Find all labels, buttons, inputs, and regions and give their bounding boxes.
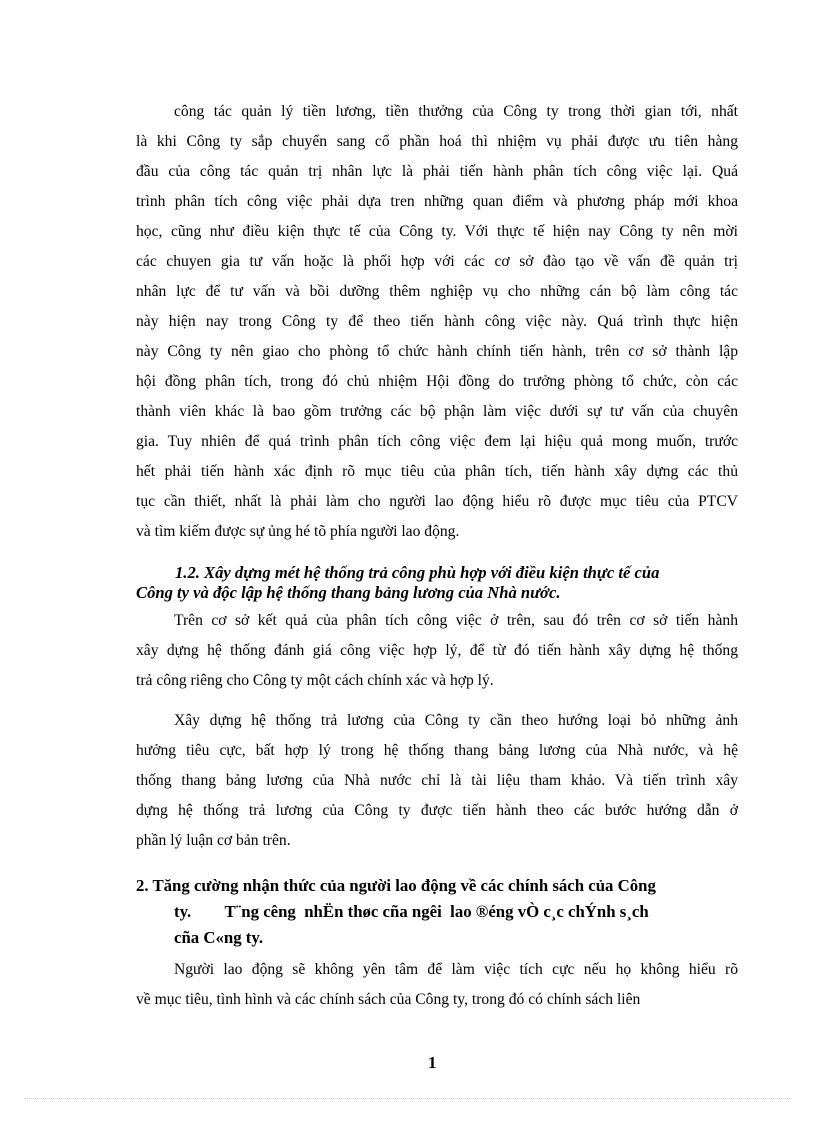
paragraph-line: xây dựng hệ thống đánh giá công việc hợp lý, để từ đó tiến hành xây dựng hệ thống [136, 642, 738, 659]
paragraph-line: tục cần thiết, nhất là phải làm cho người lao động hiểu rõ được mục tiêu của PTCV [136, 493, 738, 510]
paragraph-line: công tác quản lý tiền lương, tiền thưởng của Công ty trong thời gian tới, nhất [174, 103, 738, 120]
paragraph-line: học, cũng như điều kiện thực tế của Công ty. Với thực tế hiện nay Công ty nên mời [136, 223, 738, 240]
paragraph-line: là khi Công ty sắp chuyển sang cổ phần hoá thì nhiệm vụ phải được ưu tiên hàng [136, 133, 738, 150]
paragraph-line: Người lao động sẽ không yên tâm để làm việc tích cực nếu họ không hiểu rõ [174, 961, 738, 978]
page-bottom-divider [24, 1098, 792, 1099]
page-number: 1 [428, 1053, 437, 1072]
paragraph-line: này Công ty nên giao cho phòng tổ chức hành chính tiến hành, trên cơ sở thành lập [136, 343, 738, 360]
heading-line: ty. T¨ng cêng nhËn thøc cña ngêi lao ®éng vÒ c¸c chÝnh s¸ch [174, 902, 649, 921]
paragraph-line: trình phân tích công việc phải dựa tren những quan điểm và phương pháp mới khoa [136, 193, 738, 210]
paragraph-line: các chuyen gia tư vấn hoặc là phối hợp với các cơ sở đào tạo về vấn đề quản trị [136, 253, 738, 270]
heading-line: Công ty và độc lập hệ thống thang bảng lương của Nhà nước. [136, 583, 561, 602]
paragraph-line: Trên cơ sở kết quả của phân tích công việc ở trên, sau đó trên cơ sở tiến hành [174, 612, 738, 629]
paragraph-line: gia. Tuy nhiên để quá trình phân tích công việc đem lại hiệu quả mong muốn, trước [136, 433, 738, 450]
paragraph-line: phần lý luận cơ bản trên. [136, 832, 291, 849]
paragraph-line: hết phải tiến hành xác định rõ mục tiêu của phân tích, tiến hành xây dựng các thủ [136, 463, 738, 480]
paragraph-line: và tìm kiếm được sự ủng hé tõ phía người lao động. [136, 523, 460, 540]
paragraph-line: đầu của công tác quản trị nhân lực là phải tiến hành phân tích công việc lại. Quá [136, 163, 738, 180]
paragraph-line: dựng hệ thống trả lương của Công ty được tiến hành theo các bước hướng dẫn ở [136, 802, 738, 819]
paragraph-line: trả công riêng cho Công ty một cách chính xác và hợp lý. [136, 672, 494, 689]
paragraph-line: hội đồng phân tích, trong đó chủ nhiệm Hội đồng do trưởng phòng tổ chức, còn các [136, 373, 738, 390]
paragraph-line: thống thang bảng lương của Nhà nước chỉ là tài liệu tham khảo. Và tiến trình xây [136, 772, 738, 789]
paragraph-line: về mục tiêu, tình hình và các chính sách của Công ty, trong đó có chính sách liên [136, 991, 641, 1008]
paragraph-line: này hiện nay trong Công ty để theo tiến hành công việc này. Quá trình thực hiện [136, 313, 738, 330]
heading-line: cña C«ng ty. [174, 928, 264, 947]
paragraph-line: Xây dựng hệ thống trả lương của Công ty cần theo hướng loại bỏ những ảnh [174, 712, 738, 729]
paragraph-line: thành viên khác là bao gồm trưởng các bộ phận làm việc dưới sự tư vấn của chuyên [136, 403, 738, 420]
paragraph-line: nhân lực để tư vấn và bồi dưỡng thêm nghiệp vụ cho những cán bộ làm công tác [136, 283, 738, 300]
heading-line: 2. Tăng cường nhận thức của người lao động về các chính sách của Công [136, 876, 656, 895]
heading-line: 1.2. Xây dựng mét hệ thống trả công phù hợp với điều kiện thực tế của [175, 563, 660, 582]
paragraph-line: hưởng tiêu cực, bất hợp lý trong hệ thống thang bảng lương của Nhà nước, và hệ [136, 742, 738, 759]
